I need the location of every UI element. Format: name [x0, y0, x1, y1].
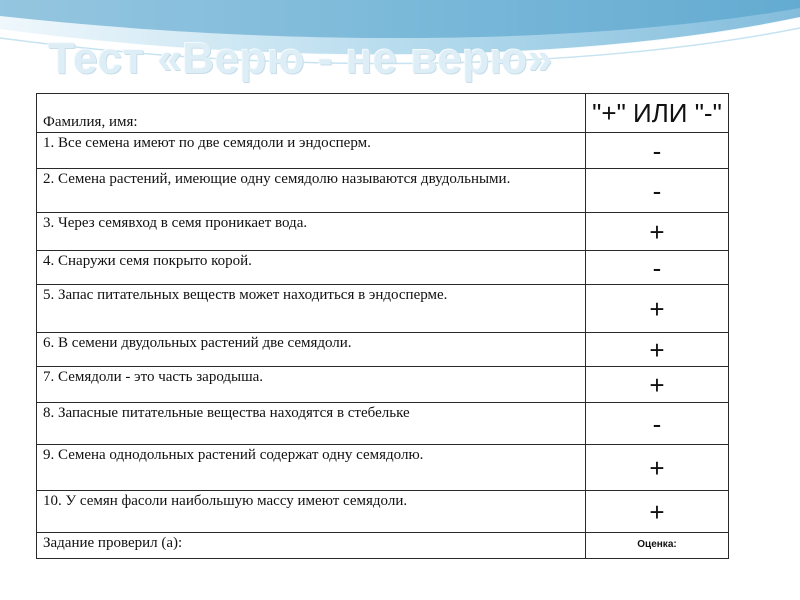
checked-by-label: Задание проверил (а):	[37, 533, 586, 559]
table-row	[37, 133, 729, 169]
table-row	[37, 403, 729, 445]
answer-cell: +	[586, 285, 729, 333]
table-row	[37, 251, 729, 285]
statement: 2. Семена растений, имеющие одну семядолю называются двудольными.	[37, 169, 586, 213]
test-table	[36, 93, 729, 559]
answer-cell: -	[586, 169, 729, 213]
statement: 4. Снаружи семя покрыто корой.	[37, 251, 586, 285]
answer-cell: -	[586, 251, 729, 285]
table-row	[37, 367, 729, 403]
answer-cell: +	[586, 491, 729, 533]
grade-label: Оценка:	[586, 533, 729, 559]
statement: 3. Через семявход в семя проникает вода.	[37, 213, 586, 251]
page-title: Тест «Верю - не верю»	[48, 34, 553, 83]
answer-cell: +	[586, 445, 729, 491]
answer-cell: -	[586, 133, 729, 169]
table-row	[37, 169, 729, 213]
statement: 7. Семядоли - это часть зародыша.	[37, 367, 586, 403]
statement: 6. В семени двудольных растений две семядоли.	[37, 333, 586, 367]
table-row	[37, 445, 729, 491]
header-row	[37, 94, 729, 133]
answer-cell: +	[586, 367, 729, 403]
statement: 8. Запасные питательные вещества находятся в стебельке	[37, 403, 586, 445]
answer-cell: +	[586, 333, 729, 367]
answer-hint: "+" ИЛИ "-"	[586, 94, 729, 133]
table-row	[37, 285, 729, 333]
answer-cell: -	[586, 403, 729, 445]
table-row	[37, 213, 729, 251]
table-row	[37, 491, 729, 533]
statement: 5. Запас питательных веществ может находиться в эндосперме.	[37, 285, 586, 333]
statement: 1. Все семена имеют по две семядоли и эндосперм.	[37, 133, 586, 169]
statement: 10. У семян фасоли наибольшую массу имеют семядоли.	[37, 491, 586, 533]
answer-cell: +	[586, 213, 729, 251]
name-label: Фамилия, имя:	[37, 94, 586, 133]
table-row	[37, 333, 729, 367]
footer-row	[37, 533, 729, 559]
statement: 9. Семена однодольных растений содержат одну семядолю.	[37, 445, 586, 491]
